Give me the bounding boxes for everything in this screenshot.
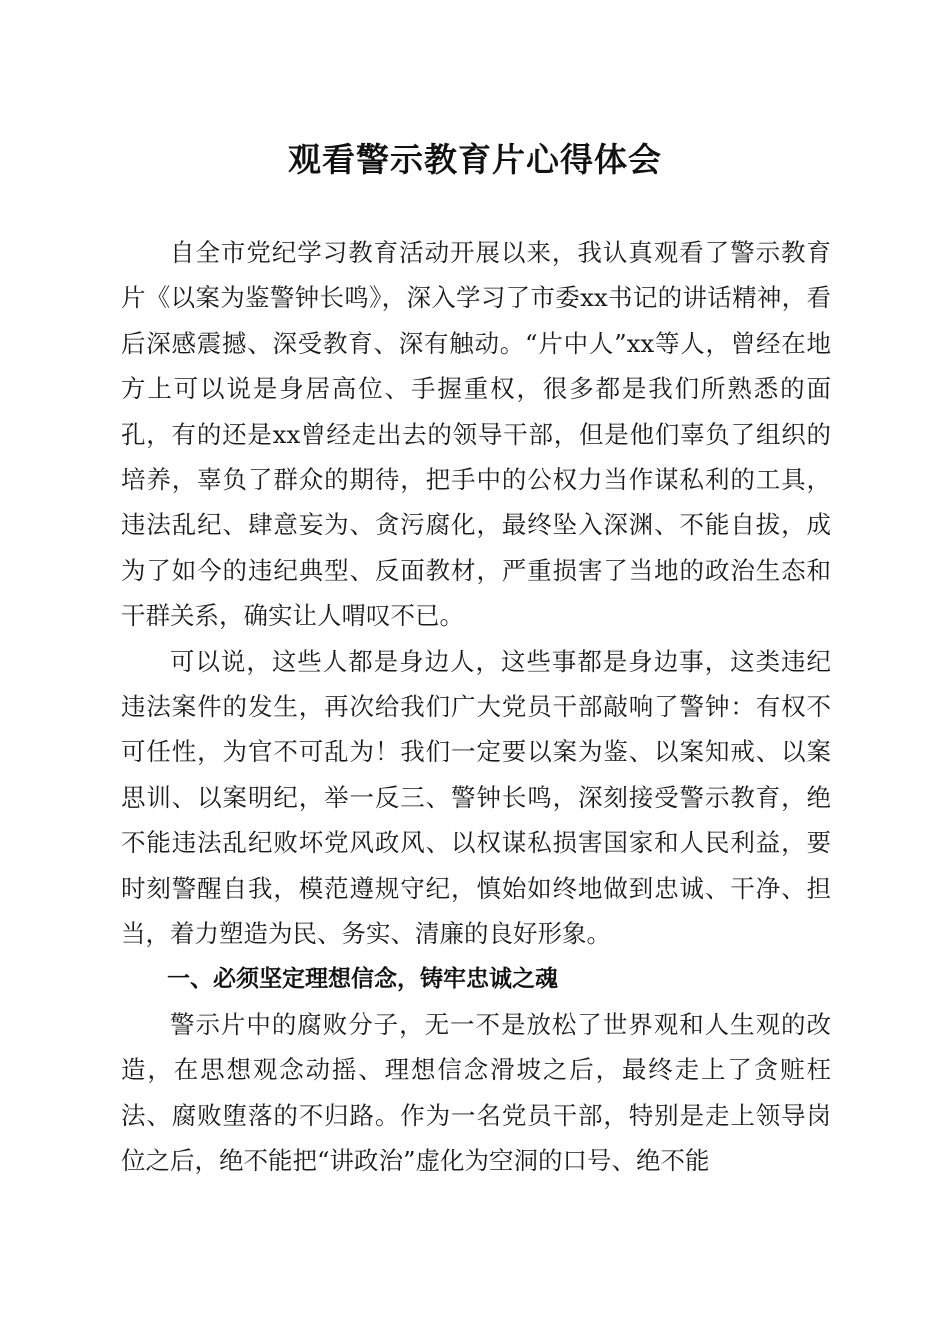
document-title: 观看警示教育片心得体会 [288,140,662,179]
paragraph-warning: 可以说，这些人都是身边人，这些事都是身边事，这类违纪违法案件的发生，再次给我们广大党员干部敲响了警钟：有权不可任性，为官不可乱为！我们一定要以案为鉴、以案知戒、以案思训、以案明纪，举一反三、警钟长鸣，深刻接受警示教育，绝不能违法乱纪败坏党风政风、以权谋私损害国家和人民利益，要时刻警醒自我，模范遵规守纪，慎始如终地做到忠诚、干净、担当，着力塑造为民、务实、清廉的良好形象。 [121,646,831,949]
paragraph-intro: 自全市党纪学习教育活动开展以来，我认真观看了警示教育片《以案为鉴警钟长鸣》，深入学习了市委xx书记的讲话精神，看后深感震撼、深受教育、深有触动。“片中人”xx等人，曾经在地方上可以说是身居高位、手握重权，很多都是我们所熟悉的面孔，有的还是xx曾经走出去的领导干部，但是他们辜负了组织的培养，辜负了群众的期待，把手中的公权力当作谋私利的工具，违法乱纪、肆意妄为、贪污腐化，最终坠入深渊、不能自拔，成为了如今的违纪典型、反面教材，严重损害了当地的政治生态和干群关系，确实让人喟叹不已。 [121,238,831,631]
section-heading-1: 一、必须坚定理想信念，铸牢忠诚之魂 [167,965,558,992]
paragraph-section-1: 警示片中的腐败分子，无一不是放松了世界观和人生观的改造，在思想观念动摇、理想信念滑坡之后，最终走上了贪赃枉法、腐败堕落的不归路。作为一名党员干部，特别是走上领导岗位之后，绝不能把“讲政治”虚化为空洞的口号、绝不能 [121,1009,831,1176]
document-body [121,230,831,1184]
